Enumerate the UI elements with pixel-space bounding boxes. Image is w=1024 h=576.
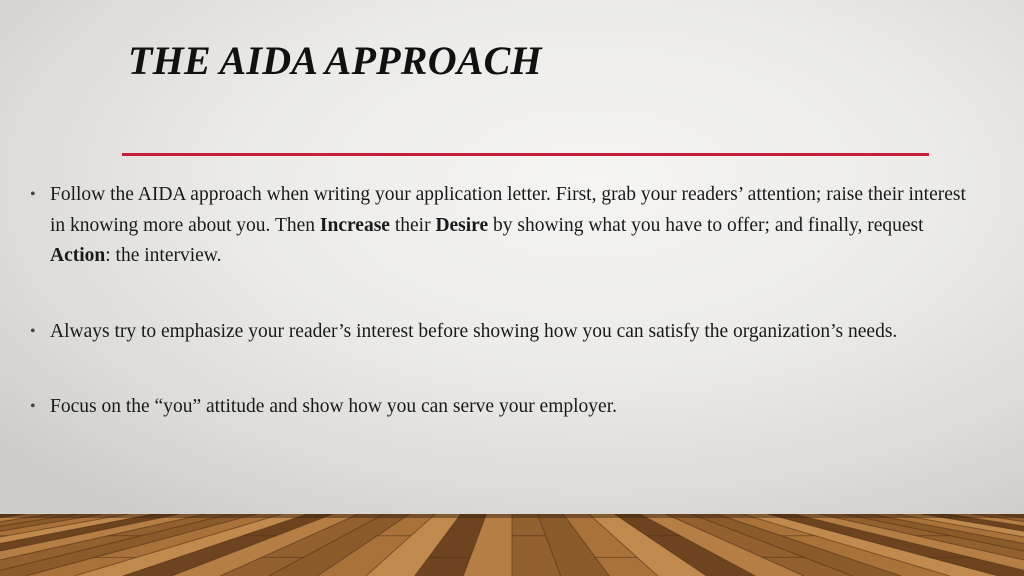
wood-floor-decoration [0,514,1024,576]
bullet-list [30,180,985,423]
floor-baseboard-shadow [0,514,1024,518]
bullet-text: Always try to emphasize your reader’s interest before showing how you can satisfy the organization’s needs. [50,320,898,342]
bullet-item [30,317,985,348]
bullet-item [30,392,985,423]
bullet-emphasis-text: Increase [319,214,390,236]
bullet-marker: • [30,322,36,340]
bullet-item [30,180,985,272]
slide-title: THE AIDA APPROACH [128,38,542,83]
bullet-marker: • [30,186,36,203]
bullet-emphasis-text: Action [50,245,106,266]
bullet-text: Focus on the “you” attitude and show how you can serve your employer. [50,396,617,417]
title-accent-rule [122,153,929,156]
bullet-text: their [389,214,436,236]
bullet-text: by showing what you have to offer; and finally, request [488,214,924,236]
wood-floor-graphic [0,514,1024,576]
bullet-text: Follow the AIDA approach when writing your application letter. First, grab your readers’ attention; raise their interest in knowing more about you. Then [50,184,966,236]
bullet-marker: • [30,398,36,415]
bullet-text: : the interview. [105,245,222,266]
bullet-emphasis-text: Desire [435,214,489,236]
